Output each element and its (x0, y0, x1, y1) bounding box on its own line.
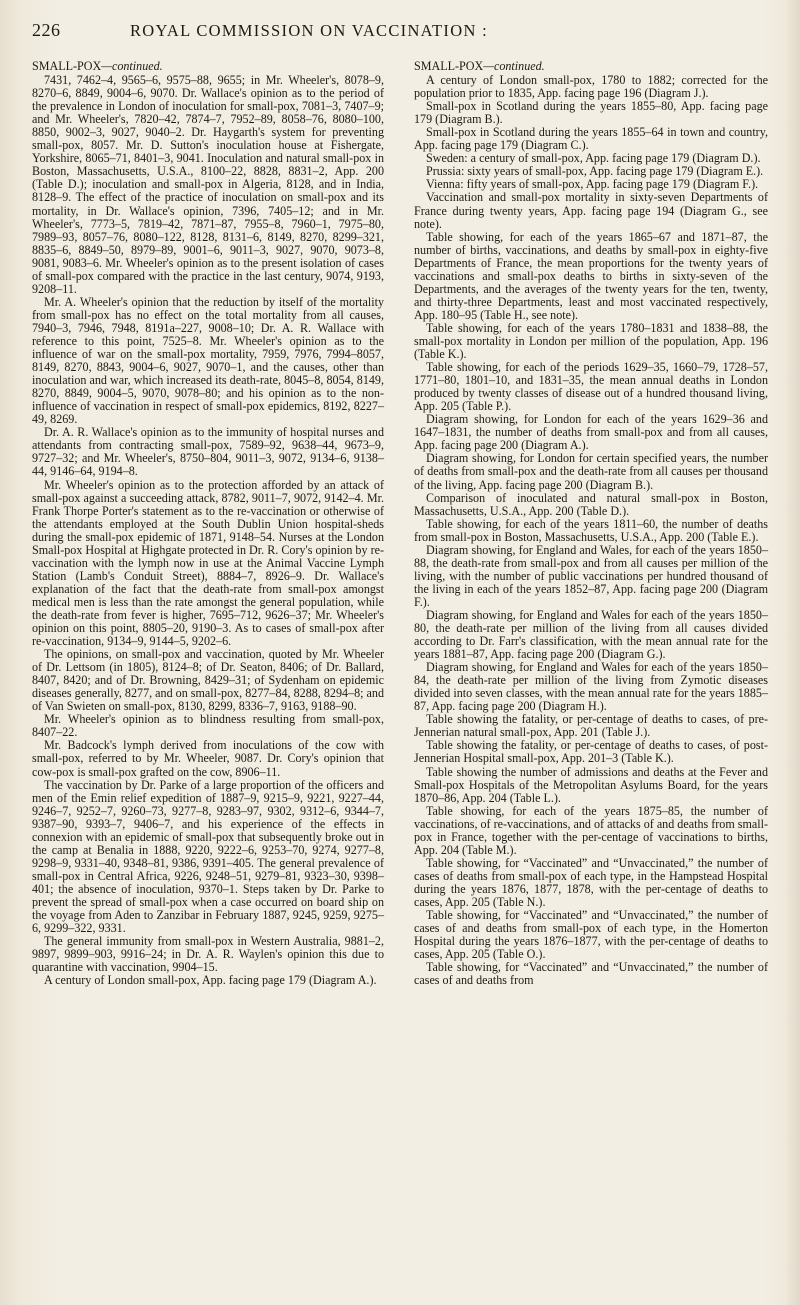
index-paragraph: Sweden: a century of small-pox, App. facing page 179 (Diagram D.). (426, 151, 761, 166)
index-paragraph: Small-pox in Scotland during the years 1855–80, App. facing page 179 (Diagram B.). (414, 99, 768, 127)
index-paragraph: Mr. Wheeler's opinion as to the protection afforded by an attack of small-pox against a succeeding attack, 8782, 9011–7, 9072, 9142–4. Mr. Frank Thorpe Porter's statement as to the re-vaccination or otherwise of the attendants employed at the South Dublin Union hospital-sheds during the small-pox epidemic of 1871, 9148–54. Nurses at the London Small-pox Hospital at Highgate protected in Dr. R. Cory's opinion by re-vaccination with the lymph now in use at the Animal Vaccine Lymph Station (Lamb's Conduit Street), 8884–7, 8926–9. Dr. Wallace's explanation of the fact that the death-rate from small-pox amongst medical men is less than the rate amongst the general population, while the death-rate from fever is higher, 7695–712, 9626–37; Mr. Wheeler's opinion on this point, 8805–20, 9190–3. As to cases of small-pox after re-vaccination, 9134–9, 9144–5, 9202–6. (32, 477, 384, 649)
index-paragraph: Table showing the fatality, or per-centage of deaths to cases, of pre-Jennerian natural small-pox, App. 201 (Table J.). (414, 712, 768, 740)
index-paragraph: Table showing, for each of the years 1811–60, the number of deaths from small-pox in Boston, Massachusetts, U.S.A., App. 200 (Table E.). (414, 516, 768, 544)
left-column (32, 60, 384, 987)
heading-text: SMALL-POX (414, 59, 484, 73)
index-paragraph: Table showing the number of admissions and deaths at the Fever and Small-pox Hospitals of the Metropolitan Asylums Board, for the years 1870–86, App. 204 (Table L.). (414, 764, 768, 805)
index-paragraph: The opinions, on small-pox and vaccination, quoted by Mr. Wheeler of Dr. Lettsom (in 1805), 8124–8; of Dr. Seaton, 8406; of Dr. Ballard, 8407, 8420; and of Dr. Browning, 8429–31; of Sydenham on epidemic diseases generally, 8277, and on small-pox, 8277–84, 8288, 8294–8; and of Van Swieten on small-pox, 8130, 8299, 8336–7, 9163, 9188–90. (32, 647, 384, 714)
index-paragraph: Diagram showing, for London for certain specified years, the number of deaths from small-pox and the death-rate from all causes per thousand of the living, App. facing page 200 (Diagram B.). (414, 451, 768, 492)
index-paragraph: Table showing, for each of the years 1875–85, the number of vaccinations, of re-vaccinations, and of attacks of and deaths from small-pox in France, together with the per-centage of vaccinations to births, App. 204 (Table M.). (414, 803, 768, 857)
index-paragraph: Mr. Badcock's lymph derived from inoculations of the cow with small-pox, referred to by Mr. Wheeler, 9087. Dr. Cory's opinion that cow-pox is small-pox grafted on the cow, 8906–11. (32, 738, 384, 779)
index-paragraph: Table showing, for each of the periods 1629–35, 1660–79, 1728–57, 1771–80, 1801–10, and 1831–35, the mean annual deaths in London produced by twenty classes of disease out of a hundred thousand living, App. 205 (Table P.). (414, 360, 768, 414)
page-header (32, 20, 772, 44)
index-paragraph: Table showing, for “Vaccinated” and “Unvaccinated,” the number of cases of deaths from small-pox of each type, in the Hampstead Hospital during the years 1876, 1877, 1878, with the per-centage of deaths to cases, App. 205 (Table N.). (414, 855, 768, 909)
index-paragraph: Diagram showing, for England and Wales for each of the years 1850–84, the death-rate per million of the living from Zymotic diseases divided into seven classes, with the mean annual rate for the years 1885–87, App. facing page 200 (Diagram H.). (414, 660, 768, 714)
index-paragraph: Mr. Wheeler's opinion as to blindness resulting from small-pox, 8407–22. (32, 712, 384, 740)
heading-continued: —continued. (483, 59, 545, 73)
right-column (414, 60, 768, 987)
running-head: ROYAL COMMISSION ON VACCINATION : (130, 21, 488, 40)
index-paragraph: A century of London small-pox, App. facing page 179 (Diagram A.). (44, 973, 377, 988)
index-paragraph: Diagram showing, for England and Wales, for each of the years 1850–88, the death-rate from small-pox and from all causes per million of the living, with the number of public vaccinations per hundred thousand of the living in each of the years 1852–87, App. facing page 200 (Diagram F.). (414, 542, 768, 609)
index-paragraph: Diagram showing, for London for each of the years 1629–36 and 1647–1831, the number of deaths from small-pox and from all causes, App. facing page 200 (Diagram A.). (414, 412, 768, 453)
index-paragraph: Table showing the fatality, or per-centage of deaths to cases, of post-Jennerian Hospital small-pox, App. 201–3 (Table K.). (414, 738, 768, 766)
left-column-heading (32, 60, 384, 73)
index-paragraph: The vaccination by Dr. Parke of a large proportion of the officers and men of the Emin relief expedition of 1887–9, 9215–9, 9221, 9227–44, 9246–7, 9252–7, 9260–73, 9277–8, 9283–97, 9302, 9312–6, 9344–7, 9387–90, 9393–7, 9406–7, and his experience of the effects in connexion with an epidemic of small-pox that subsequently broke out in the camp at Benalia in 1888, 9220, 9222–6, 9253–70, 9274, 9277–8, 9298–9, 9331–40, 9348–81, 9386, 9391–405. The general prevalence of small-pox in Central Africa, 9226, 9248–51, 9279–81, 9323–30, 9398–401; the absence of inoculation, 9370–1. Steps taken by Dr. Parke to prevent the spread of small-pox when a case occurred on board ship on the voyage from Aden to Zanzibar in February 1887, 9245, 9259, 9275–6, 9299–322, 9331. (32, 777, 384, 936)
index-paragraph: Comparison of inoculated and natural small-pox in Boston, Massachusetts, U.S.A., App. 200 (Table D.). (414, 490, 768, 518)
index-paragraph: Prussia: sixty years of small-pox, App. facing page 179 (Diagram E.). (426, 164, 764, 179)
index-paragraph: Table showing, for each of the years 1865–67 and 1871–87, the number of births, vaccinations, and deaths by small-pox in eighty-five Departments of France, the mean proportions for the twenty years of vaccinations and small-pox deaths to births in sixty-seven of the Departments, and the averages of the twenty years for the ten, twenty, and thirty-three Departments, least and most vaccinated respectively, App. 180–95 (Table H., see note). (414, 229, 768, 322)
index-paragraph: A century of London small-pox, 1780 to 1882; corrected for the population prior to 1835, App. facing page 196 (Diagram J.). (414, 73, 768, 101)
heading-continued: —continued. (101, 59, 163, 73)
index-paragraph: 7431, 7462–4, 9565–6, 9575–88, 9655; in Mr. Wheeler's, 8078–9, 8270–6, 8849, 9004–6, 9070. Dr. Wallace's opinion as to the period of the prevalence in London of inoculation for small-pox, 7081–3, 7407–9; and Mr. Wheeler's, 7820–42, 7874–7, 7952–89, 8058–76, 8080–100, 8850, 9002–3, 9027, 9040–2. Dr. Haygarth's system for preventing small-pox, 8057. Mr. D. Sutton's inoculation house at Fishergate, Yorkshire, 8065–71, 8401–3, 9041. Inoculation and natural small-pox in Boston, Massachusetts, U.S.A., 8100–22, 8828, 8831–2, App. 200 (Table D.); inoculation and small-pox in Algeria, 8128, and in India, 8128–9. The effect of the practice of inoculation on small-pox and its mortality, in Dr. Wallace's opinion, 7396, 7405–12; and in Mr. Wheeler's, 7773–5, 7819–42, 7871–87, 7955–8, 7960–1, 7975–80, 7989–93, 8057–76, 8080–122, 8128, 8131–6, 8149, 8270, 8299–321, 8835–6, 8849–50, 8979–89, 9001–6, 9011–3, 9027, 9070, 9073–8, 9081, 9083–6. Mr. Wheeler's opinion as to the present isolation of cases of small-pox compared with the practice in the last century, 9074, 9193, 9208–11. (32, 73, 384, 296)
index-paragraph: Vaccination and small-pox mortality in sixty-seven Departments of France during twenty years, App. facing page 194 (Diagram G., see note). (414, 190, 768, 231)
index-paragraph: Small-pox in Scotland during the years 1855–64 in town and country, App. facing page 179 (Diagram C.). (414, 125, 768, 153)
index-paragraph: The general immunity from small-pox in Western Australia, 9881–2, 9897, 9899–903, 9916–24; in Dr. A. R. Waylen's opinion this due to quarantine with vaccination, 9904–15. (32, 934, 384, 975)
index-paragraph: Vienna: fifty years of small-pox, App. facing page 179 (Diagram F.). (426, 177, 759, 192)
index-paragraph: Diagram showing, for England and Wales for each of the years 1850–80, the death-rate per million of the living from all causes divided according to Dr. Farr's classification, with the mean annual rate for the years 1881–87, App. facing page 200 (Diagram G.). (414, 607, 768, 662)
index-paragraph: Dr. A. R. Wallace's opinion as to the immunity of hospital nurses and attendants from contracting small-pox, 7589–92, 9638–44, 9673–9, 9727–32; and Mr. Wheeler's, 8750–804, 9011–3, 9072, 9134–6, 9138–44, 9146–64, 9194–8. (32, 425, 384, 479)
index-paragraph: Table showing, for “Vaccinated” and “Unvaccinated,” the number of cases of and deaths from small-pox of each type, in the Homerton Hospital during the years 1876–1877, with the per-centage of deaths to cases, App. 205 (Table O.). (414, 908, 768, 962)
page-edge-shadow (784, 0, 800, 1305)
index-paragraph: Table showing, for “Vaccinated” and “Unvaccinated,” the number of cases of and deaths from (414, 960, 768, 988)
index-paragraph: Mr. A. Wheeler's opinion that the reduction by itself of the mortality from small-pox has no effect on the total mortality from all causes, 7940–3, 7946, 7948, 8191a–227, 9008–10; Dr. A. R. Wallace with reference to this point, 7525–8. Mr. Wheeler's opinion as to the influence of war on the small-pox mortality, 7959, 7976, 7994–8057, 8149, 8270, 8843, 9004–6, 9027, 9070–1, and the causes, other than inoculation and war, which increased its death-rate, 8045–8, 8054, 8149, 8270, 8849, 9004–5, 9070, 9078–80; and his opinion as to the non-influence of vaccination in respect of small-pox epidemics, 8192, 8227–49, 8269. (32, 294, 384, 427)
right-column-heading (414, 60, 768, 73)
page-number: 226 (32, 20, 61, 40)
index-paragraph: Table showing, for each of the years 1780–1831 and 1838–88, the small-pox mortality in London per million of the population, App. 196 (Table K.). (414, 320, 768, 362)
heading-text: SMALL-POX (32, 59, 102, 73)
